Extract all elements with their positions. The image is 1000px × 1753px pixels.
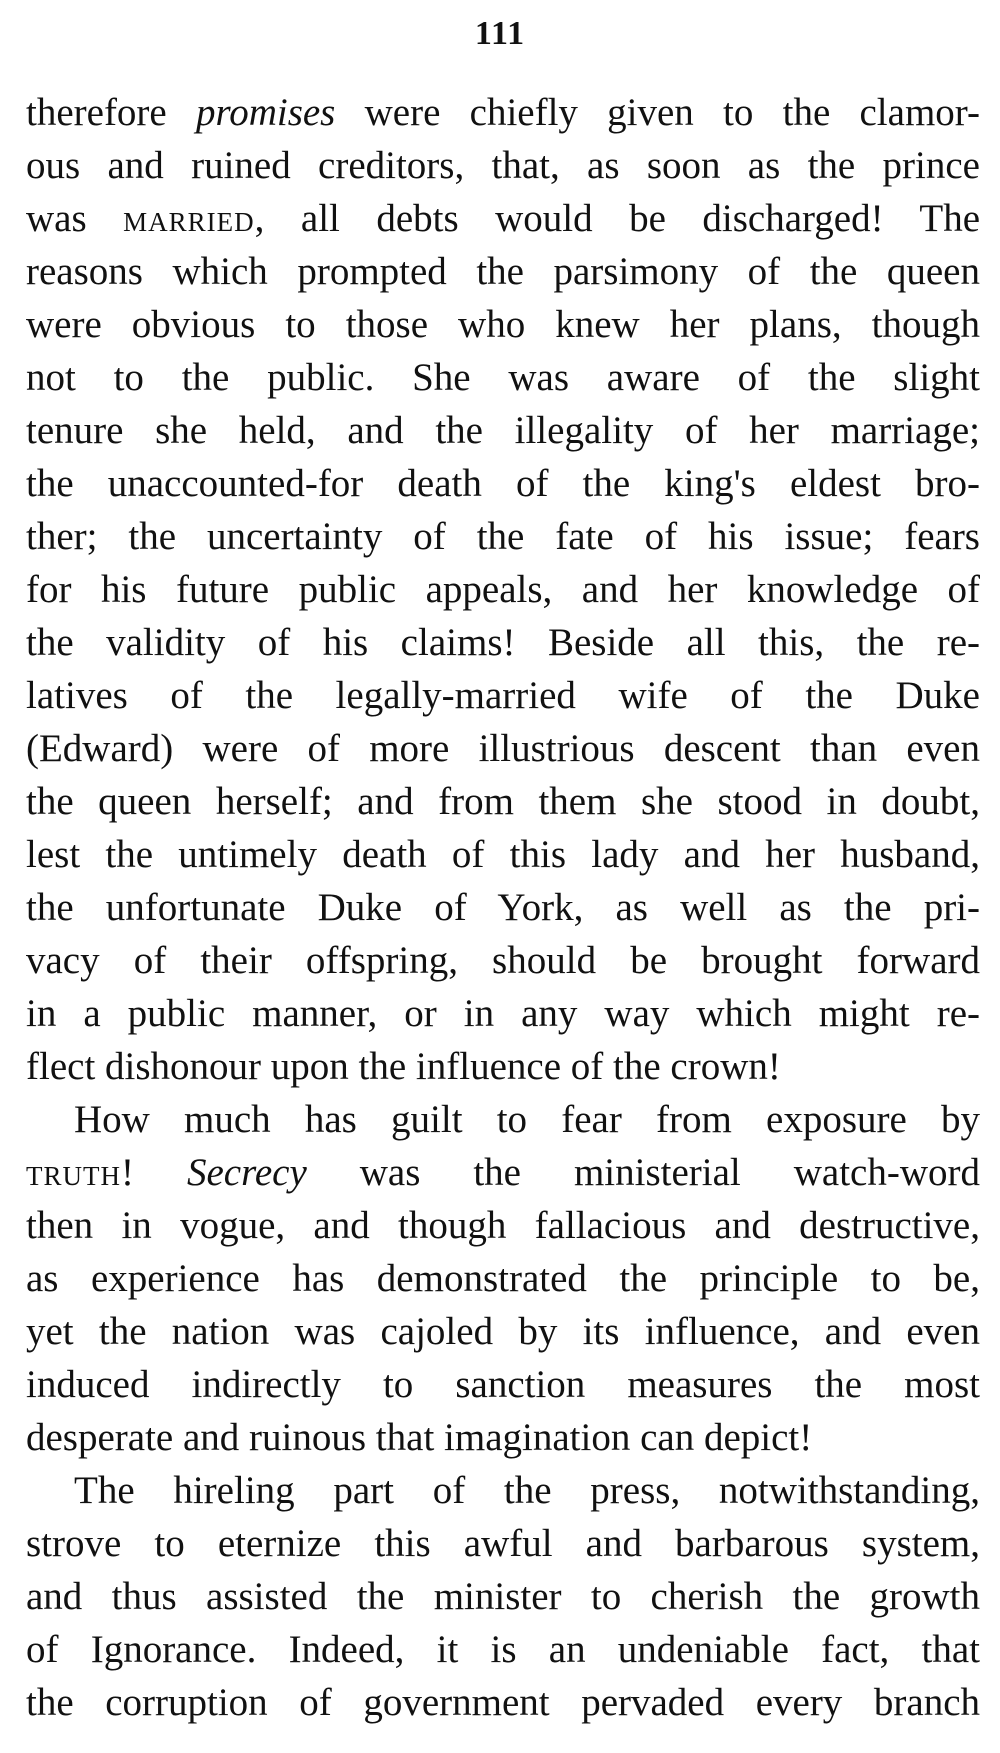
text-line: lest the untimely death of this lady and her husband,	[26, 833, 980, 876]
text-line: (Edward) were of more illustrious descent than even	[26, 727, 980, 770]
text-line: yet the nation was cajoled by its influence, and even	[26, 1310, 980, 1353]
text-line: flect dishonour upon the influence of the crown!	[26, 1045, 781, 1088]
text-line: strove to eternize this awful and barbarous system,	[26, 1522, 980, 1565]
page-number: 111	[474, 15, 526, 52]
text-line: desperate and ruinous that imagination can depict!	[26, 1416, 813, 1459]
text-line: induced indirectly to sanction measures the most	[26, 1363, 980, 1406]
text-line: reasons which prompted the parsimony of the queen	[26, 250, 980, 293]
text-line: the corruption of government pervaded every branch	[26, 1681, 980, 1724]
text-line: the unaccounted-for death of the king's eldest bro-	[26, 462, 980, 505]
text-line: not to the public. She was aware of the slight	[26, 356, 980, 399]
text-line: were obvious to those who knew her plans, though	[26, 303, 980, 346]
text-line: as experience has demonstrated the principle to be,	[26, 1257, 980, 1300]
text-line: the unfortunate Duke of York, as well as the pri-	[26, 886, 980, 929]
text-line: of Ignorance. Indeed, it is an undeniable fact, that	[26, 1628, 980, 1671]
small-caps-word: married	[123, 197, 255, 240]
text-line: latives of the legally-married wife of the Duke	[26, 674, 980, 717]
text-line: the validity of his claims! Beside all this, the re-	[26, 621, 980, 664]
text-line: ther; the uncertainty of the fate of his issue; fears	[26, 515, 980, 558]
small-caps-word: truth	[26, 1151, 121, 1194]
text-line: in a public manner, or in any way which might re-	[26, 992, 980, 1035]
text-line: ous and ruined creditors, that, as soon as the prince	[26, 144, 980, 187]
text-line: then in vogue, and though fallacious and destructive,	[26, 1204, 980, 1247]
text-line: therefore promises were chiefly given to the clamor-	[26, 91, 980, 134]
body-text	[26, 86, 980, 1729]
text-line: was married, all debts would be discharged! The	[26, 197, 980, 240]
text-line: for his future public appeals, and her knowledge of	[26, 568, 980, 611]
text-line: and thus assisted the minister to cherish the growth	[26, 1575, 980, 1618]
text-line: tenure she held, and the illegality of her marriage;	[26, 409, 980, 452]
text-line: The hireling part of the press, notwithstanding,	[74, 1469, 980, 1512]
text-line: the queen herself; and from them she stood in doubt,	[26, 780, 980, 823]
text-line: How much has guilt to fear from exposure by	[74, 1098, 980, 1141]
italic-word: promises	[195, 91, 336, 134]
text-line: vacy of their offspring, should be brought forward	[26, 939, 980, 982]
text-line: truth! Secrecy was the ministerial watch-word	[26, 1151, 980, 1194]
italic-word: Secrecy	[186, 1151, 307, 1194]
